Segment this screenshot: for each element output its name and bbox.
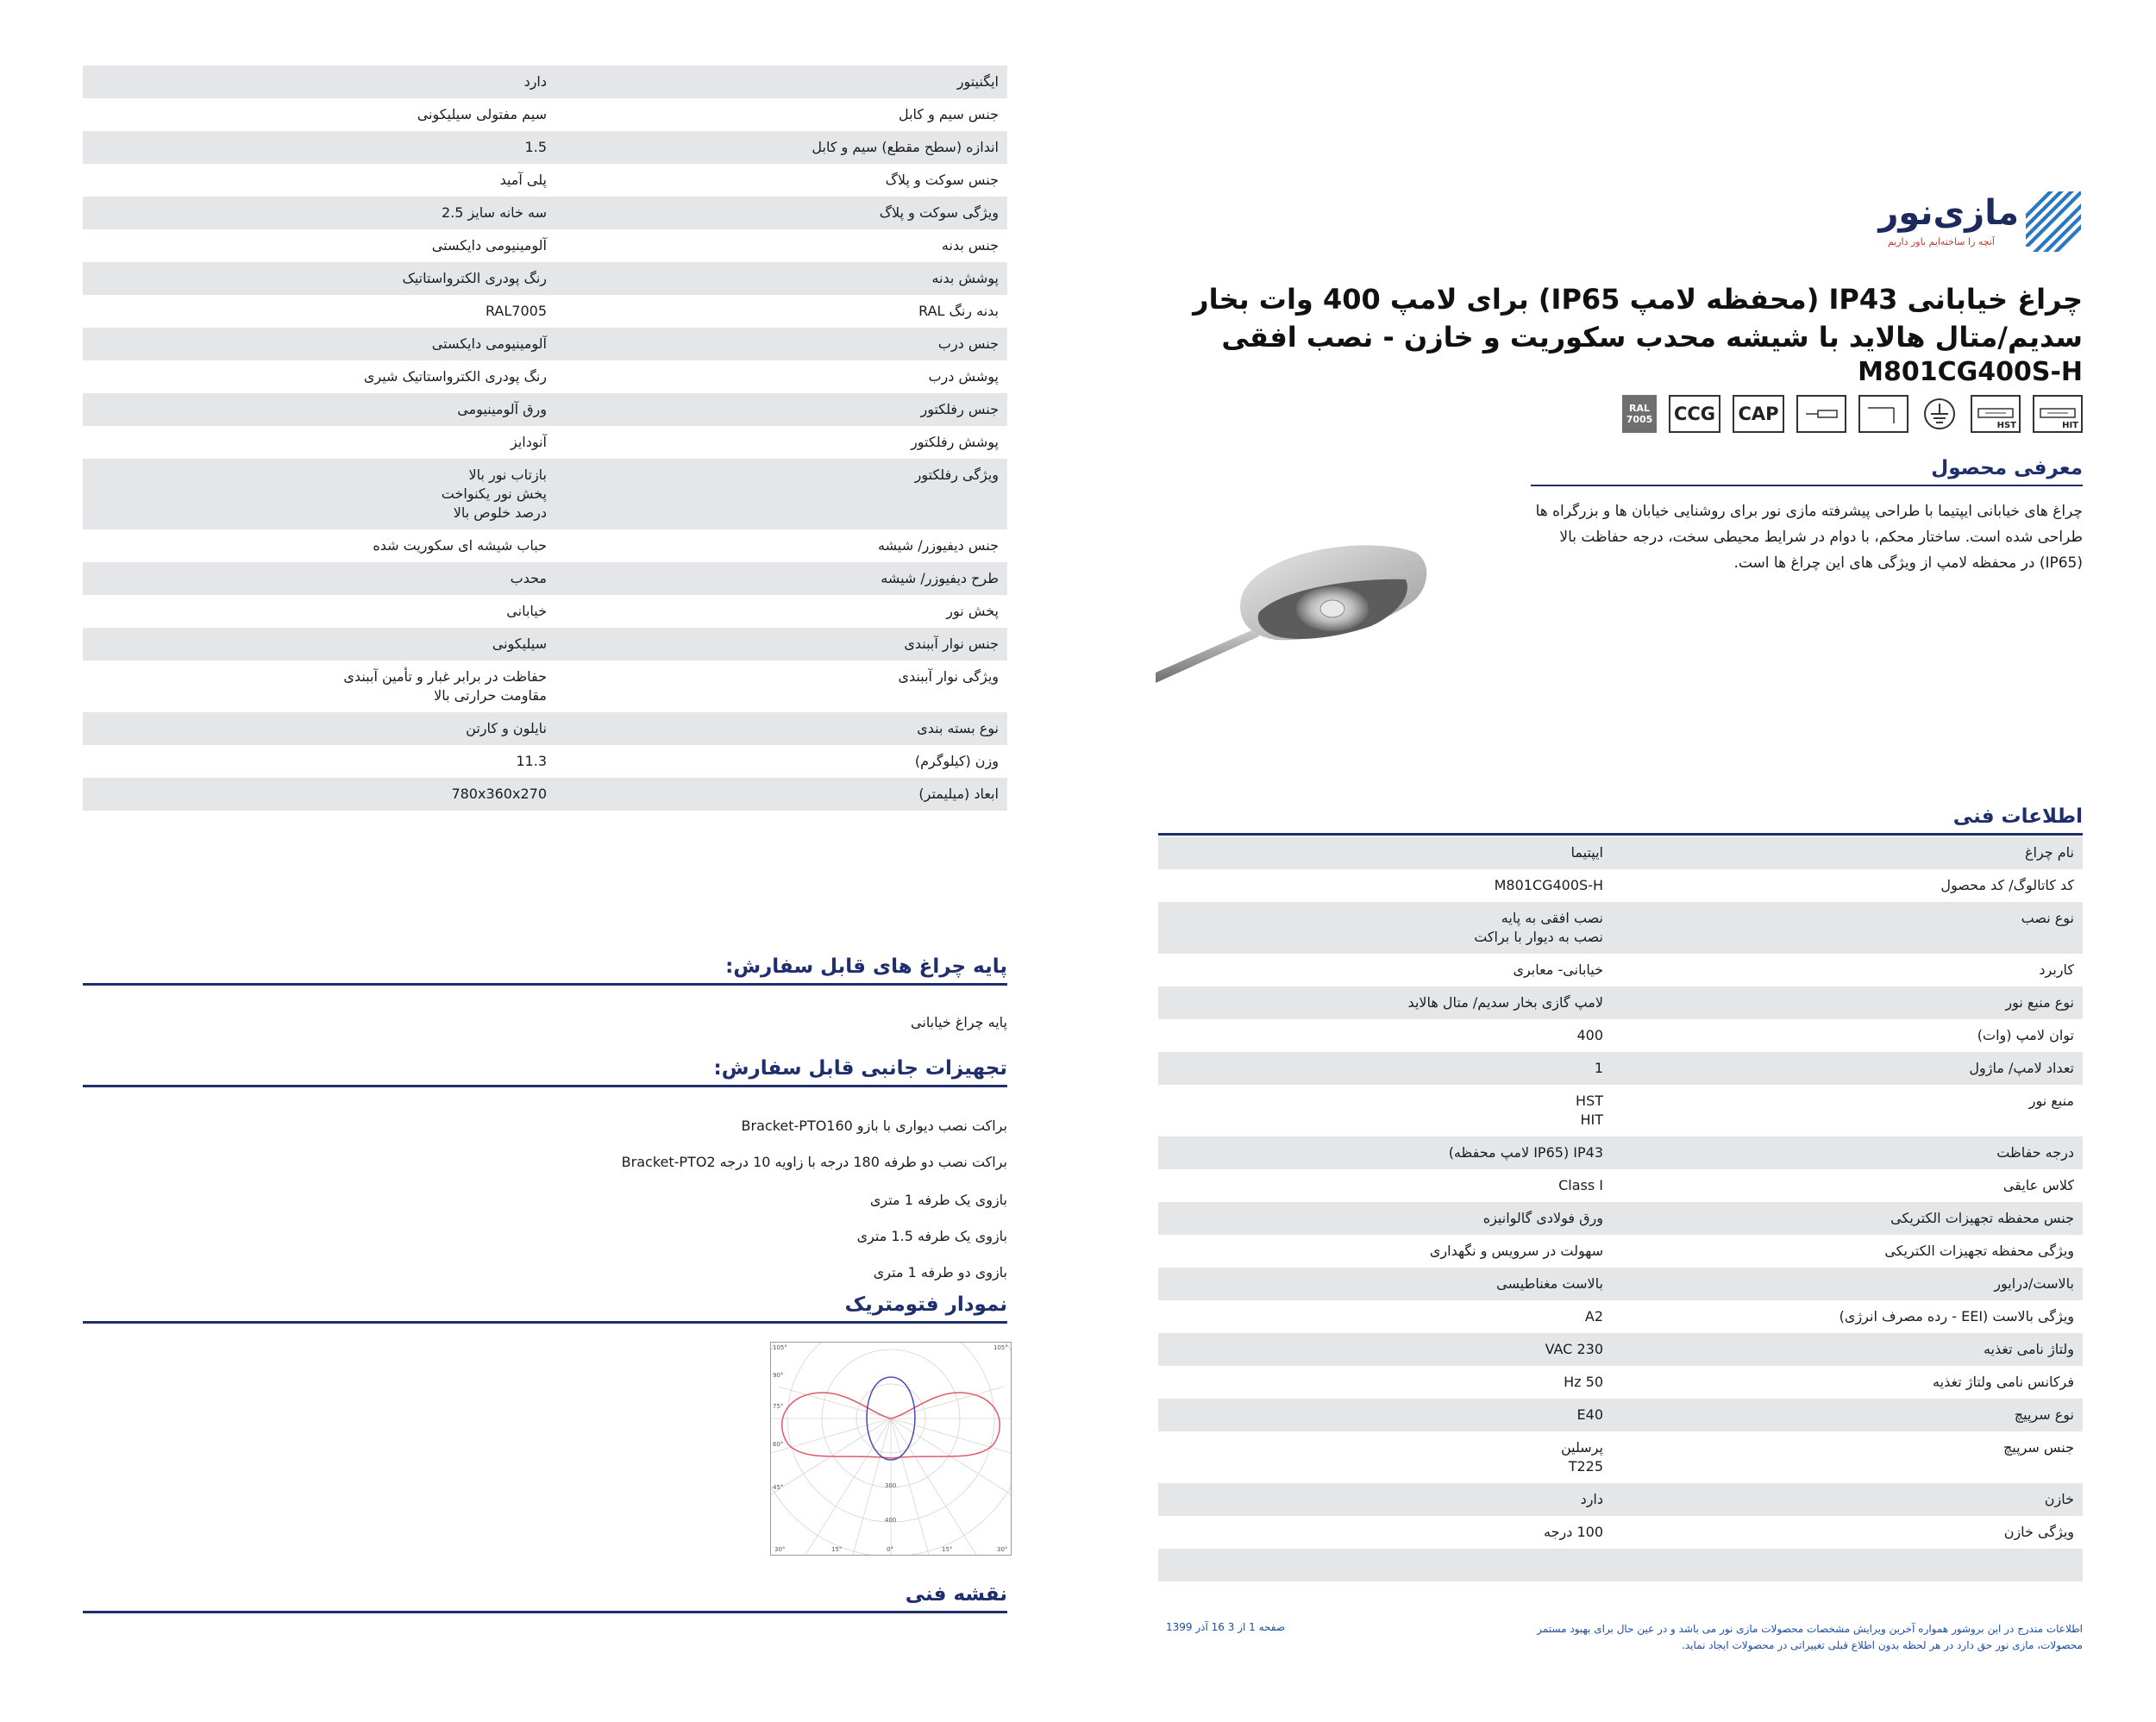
spec-value: آنودایز xyxy=(510,434,547,450)
spec-value: خیابانی xyxy=(506,603,547,619)
spec-label: اندازه (سطح مقطع) سیم و کابل xyxy=(812,139,999,155)
spec-row xyxy=(1158,869,2083,902)
spec-row xyxy=(83,197,1007,229)
spec-label: پوشش درب xyxy=(928,368,999,385)
spec-value: A2 xyxy=(1584,1308,1603,1324)
spec-row xyxy=(83,529,1007,562)
spec-label: جنس سوکت و پلاگ xyxy=(885,172,999,188)
accessory-item: براکت نصب دیواری با بازو Bracket-PTO160 xyxy=(741,1118,1007,1134)
spec-label: جنس محفظه تجهیزات الکتریکی xyxy=(1890,1210,2074,1226)
spec-label: پوشش رفلکتور xyxy=(911,434,999,450)
spec-label: کد کاتالوگ/ کد محصول xyxy=(1940,877,2074,893)
brand-slogan: آنچه را ساخته‌ایم باور داریم xyxy=(1887,236,1995,247)
technical-info-heading: اطلاعات فنی xyxy=(1158,805,2083,836)
brand-logo xyxy=(1857,191,2081,259)
spec-value: ورق فولادی گالوانیزه xyxy=(1482,1210,1603,1226)
spec-row xyxy=(1158,1169,2083,1202)
spec-label: نوع سرپیچ xyxy=(2014,1406,2074,1423)
spec-row xyxy=(1158,1516,2083,1549)
spec-label: جنس سیم و کابل xyxy=(898,106,999,122)
spec-row xyxy=(83,661,1007,712)
spec-row xyxy=(1158,1431,2083,1483)
spec-label: نوع بسته بندی xyxy=(917,720,999,736)
spec-label: بدنه رنگ RAL xyxy=(918,303,999,319)
spec-row xyxy=(83,595,1007,628)
spec-value: محدب xyxy=(510,570,547,586)
brand-name: مازی‌نور xyxy=(1878,193,2019,233)
spec-row xyxy=(1158,1268,2083,1300)
spec-row xyxy=(83,66,1007,98)
spec-label: جنس دیفیوزر/ شیشه xyxy=(878,537,999,554)
spec-value: خیابانی- معابری xyxy=(1513,961,1603,978)
spec-label: کاربرد xyxy=(2039,961,2074,978)
angle-label: 45° xyxy=(773,1484,784,1491)
spec-value: پرسلین T225 xyxy=(1561,1439,1603,1475)
spec-label: ابعاد (میلیمتر) xyxy=(918,786,999,802)
spec-value: دارد xyxy=(1580,1491,1603,1507)
spec-row xyxy=(1158,1333,2083,1366)
angle-label: 90° xyxy=(773,1372,784,1379)
ground-icon xyxy=(1921,395,1959,433)
angle-label: 30° xyxy=(774,1546,786,1553)
spec-row xyxy=(1158,902,2083,954)
ccg-badge: CCG xyxy=(1669,395,1720,433)
spec-row xyxy=(83,712,1007,745)
street-light-image xyxy=(1156,526,1440,690)
hit-lamp-icon xyxy=(2033,395,2083,433)
spec-value: نایلون و کارتن xyxy=(466,720,547,736)
spec-value: حفاظت در برابر غبار و تأمین آببندی مقاومت حرارتی بالا xyxy=(343,668,547,704)
horizontal-mount-icon xyxy=(1858,395,1908,433)
spec-value: E40 xyxy=(1576,1406,1603,1423)
photometric-chart xyxy=(771,1343,1011,1555)
angle-label: 60° xyxy=(773,1441,784,1448)
spec-row xyxy=(83,360,1007,393)
spec-value: رنگ پودری الکترواستاتیک شیری xyxy=(363,368,547,385)
angle-label: 0° xyxy=(887,1546,893,1553)
spec-label: بالاست/درایور xyxy=(1994,1275,2074,1292)
spec-row xyxy=(83,426,1007,459)
spec-label: جنس رفلکتور xyxy=(920,401,999,417)
spec-row xyxy=(83,262,1007,295)
spec-row xyxy=(1158,1366,2083,1399)
poles-heading: پایه چراغ های قابل سفارش: xyxy=(83,955,1007,986)
spec-row xyxy=(83,628,1007,661)
spec-value: 230 VAC xyxy=(1545,1341,1603,1357)
accessory-item: بازوی دو طرفه 1 متری xyxy=(873,1264,1007,1281)
spec-row xyxy=(1158,1483,2083,1516)
spec-row xyxy=(83,164,1007,197)
spec-label: پخش نور xyxy=(946,603,999,619)
accessories-heading: تجهیزات جانبی قابل سفارش: xyxy=(83,1057,1007,1087)
radial-label: 300 xyxy=(885,1482,897,1489)
photometric-heading: نمودار فتومتریک xyxy=(83,1293,1007,1324)
spec-value: بازتاب نور بالا پخش نور یکنواخت درصد خلوص بالا xyxy=(441,467,547,521)
spec-value: 780x360x270 xyxy=(451,786,547,802)
spec-value: RAL7005 xyxy=(485,303,547,319)
spec-value: سهولت در سرویس و نگهداری xyxy=(1429,1243,1603,1259)
spec-value: 100 درجه xyxy=(1544,1524,1603,1540)
spec-row xyxy=(83,98,1007,131)
accessory-item: بازوی یک طرفه 1 متری xyxy=(869,1192,1007,1208)
spec-label: جنس نوار آببندی xyxy=(904,636,999,652)
angle-label: 15° xyxy=(831,1546,843,1553)
spec-value: M801CG400S-H xyxy=(1494,877,1603,893)
spec-row xyxy=(1158,1019,2083,1052)
left-page-spec-table xyxy=(83,66,1007,811)
hst-lamp-icon xyxy=(1971,395,2021,433)
spec-row xyxy=(83,131,1007,164)
spec-label: ویژگی رفلکتور xyxy=(914,467,999,483)
technical-drawing-heading: نقشه فنی xyxy=(83,1583,1007,1613)
spec-label: فرکانس نامی ولتاژ تغذیه xyxy=(1933,1374,2074,1390)
spec-value: آلومینیومی دایکستی xyxy=(431,335,547,352)
spec-label: پوشش بدنه xyxy=(931,270,999,286)
angle-label: 75° xyxy=(773,1403,784,1410)
spec-label: نوع نصب xyxy=(2021,910,2074,926)
spec-label: جنس بدنه xyxy=(941,237,999,254)
spec-value: بالاست مغناطیسی xyxy=(1496,1275,1603,1292)
spec-value: 1.5 xyxy=(524,139,547,155)
spec-value: IP43 (IP65 لامپ محفظه) xyxy=(1448,1144,1603,1161)
brand-stripes-icon xyxy=(2026,191,2081,252)
spec-label: درجه حفاظت xyxy=(1996,1144,2074,1161)
angle-label: 105° xyxy=(773,1344,787,1351)
spec-row xyxy=(1158,1085,2083,1137)
spec-value: 1 xyxy=(1594,1060,1603,1076)
spec-row xyxy=(1158,1052,2083,1085)
spec-row xyxy=(83,295,1007,328)
spec-row xyxy=(83,562,1007,595)
spec-row xyxy=(1158,1300,2083,1333)
spec-row xyxy=(1158,1235,2083,1268)
spec-row xyxy=(1158,954,2083,986)
accessory-item: براکت نصب دو طرفه 180 درجه با زاویه 10 درجه Bracket-PTO2 xyxy=(621,1154,1007,1170)
spec-row xyxy=(1158,1549,2083,1581)
spec-value: پلی آمید xyxy=(499,172,547,188)
spec-row xyxy=(83,778,1007,811)
ral-label: RAL xyxy=(1629,403,1650,414)
technical-info-table xyxy=(1158,836,2083,1581)
angle-label: 15° xyxy=(942,1546,953,1553)
spec-value: Class I xyxy=(1558,1177,1603,1193)
product-title: چراغ خیابانی IP43 (محفظه لامپ IP65) برای لامپ 400 وات بخار سدیم/متال هالاید با شیشه محدب سکوریت و خازن - نصب افقی xyxy=(1193,283,2083,354)
spec-label: نوع منبع نور xyxy=(2005,994,2074,1011)
spec-row xyxy=(83,745,1007,778)
spec-value: ورق آلومینیومی xyxy=(457,401,547,417)
spec-label: کلاس عایقی xyxy=(2002,1177,2074,1193)
spec-value: آلومینیومی دایکستی xyxy=(431,237,547,254)
spec-value: HST HIT xyxy=(1576,1093,1603,1128)
spec-value: سیلیکونی xyxy=(492,636,547,652)
spec-label: جنس درب xyxy=(937,335,999,352)
spec-label: جنس سرپیچ xyxy=(2002,1439,2074,1456)
badge-sub: HST xyxy=(1996,421,2016,430)
footer-page-info: صفحه 1 از 3 16 آذر 1399 xyxy=(1166,1621,1286,1633)
spec-value: 50 Hz xyxy=(1564,1374,1603,1390)
spec-label: منبع نور xyxy=(2028,1093,2074,1109)
spec-row xyxy=(1158,836,2083,869)
spec-row xyxy=(1158,1202,2083,1235)
spec-label: ایگنیتور xyxy=(956,73,999,90)
spec-value: نصب افقی به پایه نصب به دیوار با براکت xyxy=(1474,910,1603,945)
ral-code: 7005 xyxy=(1626,414,1653,425)
radial-label: 400 xyxy=(885,1517,897,1524)
spec-row xyxy=(83,229,1007,262)
accessory-item: بازوی یک طرفه 1.5 متری xyxy=(856,1228,1007,1244)
spec-label: ولتاژ نامی تغذیه xyxy=(1983,1341,2074,1357)
spec-value: 400 xyxy=(1576,1027,1603,1043)
spec-row xyxy=(1158,986,2083,1019)
spec-row xyxy=(1158,1137,2083,1169)
spec-label: ویژگی نوار آببندی xyxy=(898,668,999,685)
cap-badge: CAP xyxy=(1733,395,1784,433)
spec-row xyxy=(1158,1399,2083,1431)
spec-label: ویژگی محفظه تجهیزات الکتریکی xyxy=(1884,1243,2074,1259)
spec-value: لامپ گازی بخار سدیم/ متال هالاید xyxy=(1407,994,1603,1011)
product-photo xyxy=(1156,526,1440,690)
spec-label: تعداد لامپ/ ماژول xyxy=(1969,1060,2074,1076)
angle-label: 105° xyxy=(993,1344,1008,1351)
intro-heading: معرفی محصول xyxy=(1531,457,2083,486)
spec-label: وزن (کیلوگرم) xyxy=(914,753,999,769)
spec-table-continued xyxy=(83,66,1007,811)
spec-label: نام چراغ xyxy=(2024,844,2074,861)
footer-disclaimer: اطلاعات مندرج در این بروشور همواره آخرین ویرایش مشخصات محصولات مازی نور می باشد و در عین حال برای بهبود مستمر محصولات، مازی نور حق دارد در هر لحظه بدون اطلاع قبلی تغییراتی در محصولات ایجاد نماید. xyxy=(1537,1623,2083,1651)
spec-row xyxy=(83,459,1007,529)
spec-value: سه خانه سایز 2.5 xyxy=(441,204,547,221)
spec-row xyxy=(83,328,1007,360)
spec-value: 11.3 xyxy=(516,753,547,769)
spec-value: حباب شیشه ای سکوریت شده xyxy=(373,537,547,554)
spec-value: ایپتیما xyxy=(1570,844,1603,861)
pole-item: پایه چراغ خیابانی xyxy=(911,1014,1007,1030)
spec-label: ویژگی سوکت و پلاگ xyxy=(879,204,999,221)
spec-value: رنگ پودری الکترواستاتیک xyxy=(402,270,547,286)
side-entry-mount-icon xyxy=(1796,395,1846,433)
spec-label: ویژگی بالاست (EEI - رده مصرف انرژی) xyxy=(1839,1308,2074,1324)
spec-label: ویژگی خازن xyxy=(2003,1524,2074,1540)
angle-label: 30° xyxy=(997,1546,1008,1553)
intro-text: چراغ های خیابانی ایپتیما با طراحی پیشرفته مازی نور برای روشنایی خیابان ها و بزرگراه ها طراحی شده است. ساختار محکم، با دوام در شرایط محیطی سخت، درجه حفاظت بالا (IP65) در محفظه لامپ از ویژگی های این چراغ ها است. xyxy=(1535,503,2083,572)
product-code: M801CG400S-H xyxy=(1858,357,2083,387)
spec-row xyxy=(83,393,1007,426)
badge-sub: HIT xyxy=(2062,421,2078,430)
spec-value: دارد xyxy=(523,73,547,90)
feature-badges xyxy=(1622,395,2083,433)
ral-color-badge xyxy=(1622,395,1657,433)
spec-value: سیم مفتولی سیلیکونی xyxy=(417,106,547,122)
spec-label: خازن xyxy=(2044,1491,2074,1507)
photometric-diagram xyxy=(770,1342,1012,1556)
spec-label: توان لامپ (وات) xyxy=(1977,1027,2074,1043)
spec-label: طرح دیفیوزر/ شیشه xyxy=(881,570,999,586)
